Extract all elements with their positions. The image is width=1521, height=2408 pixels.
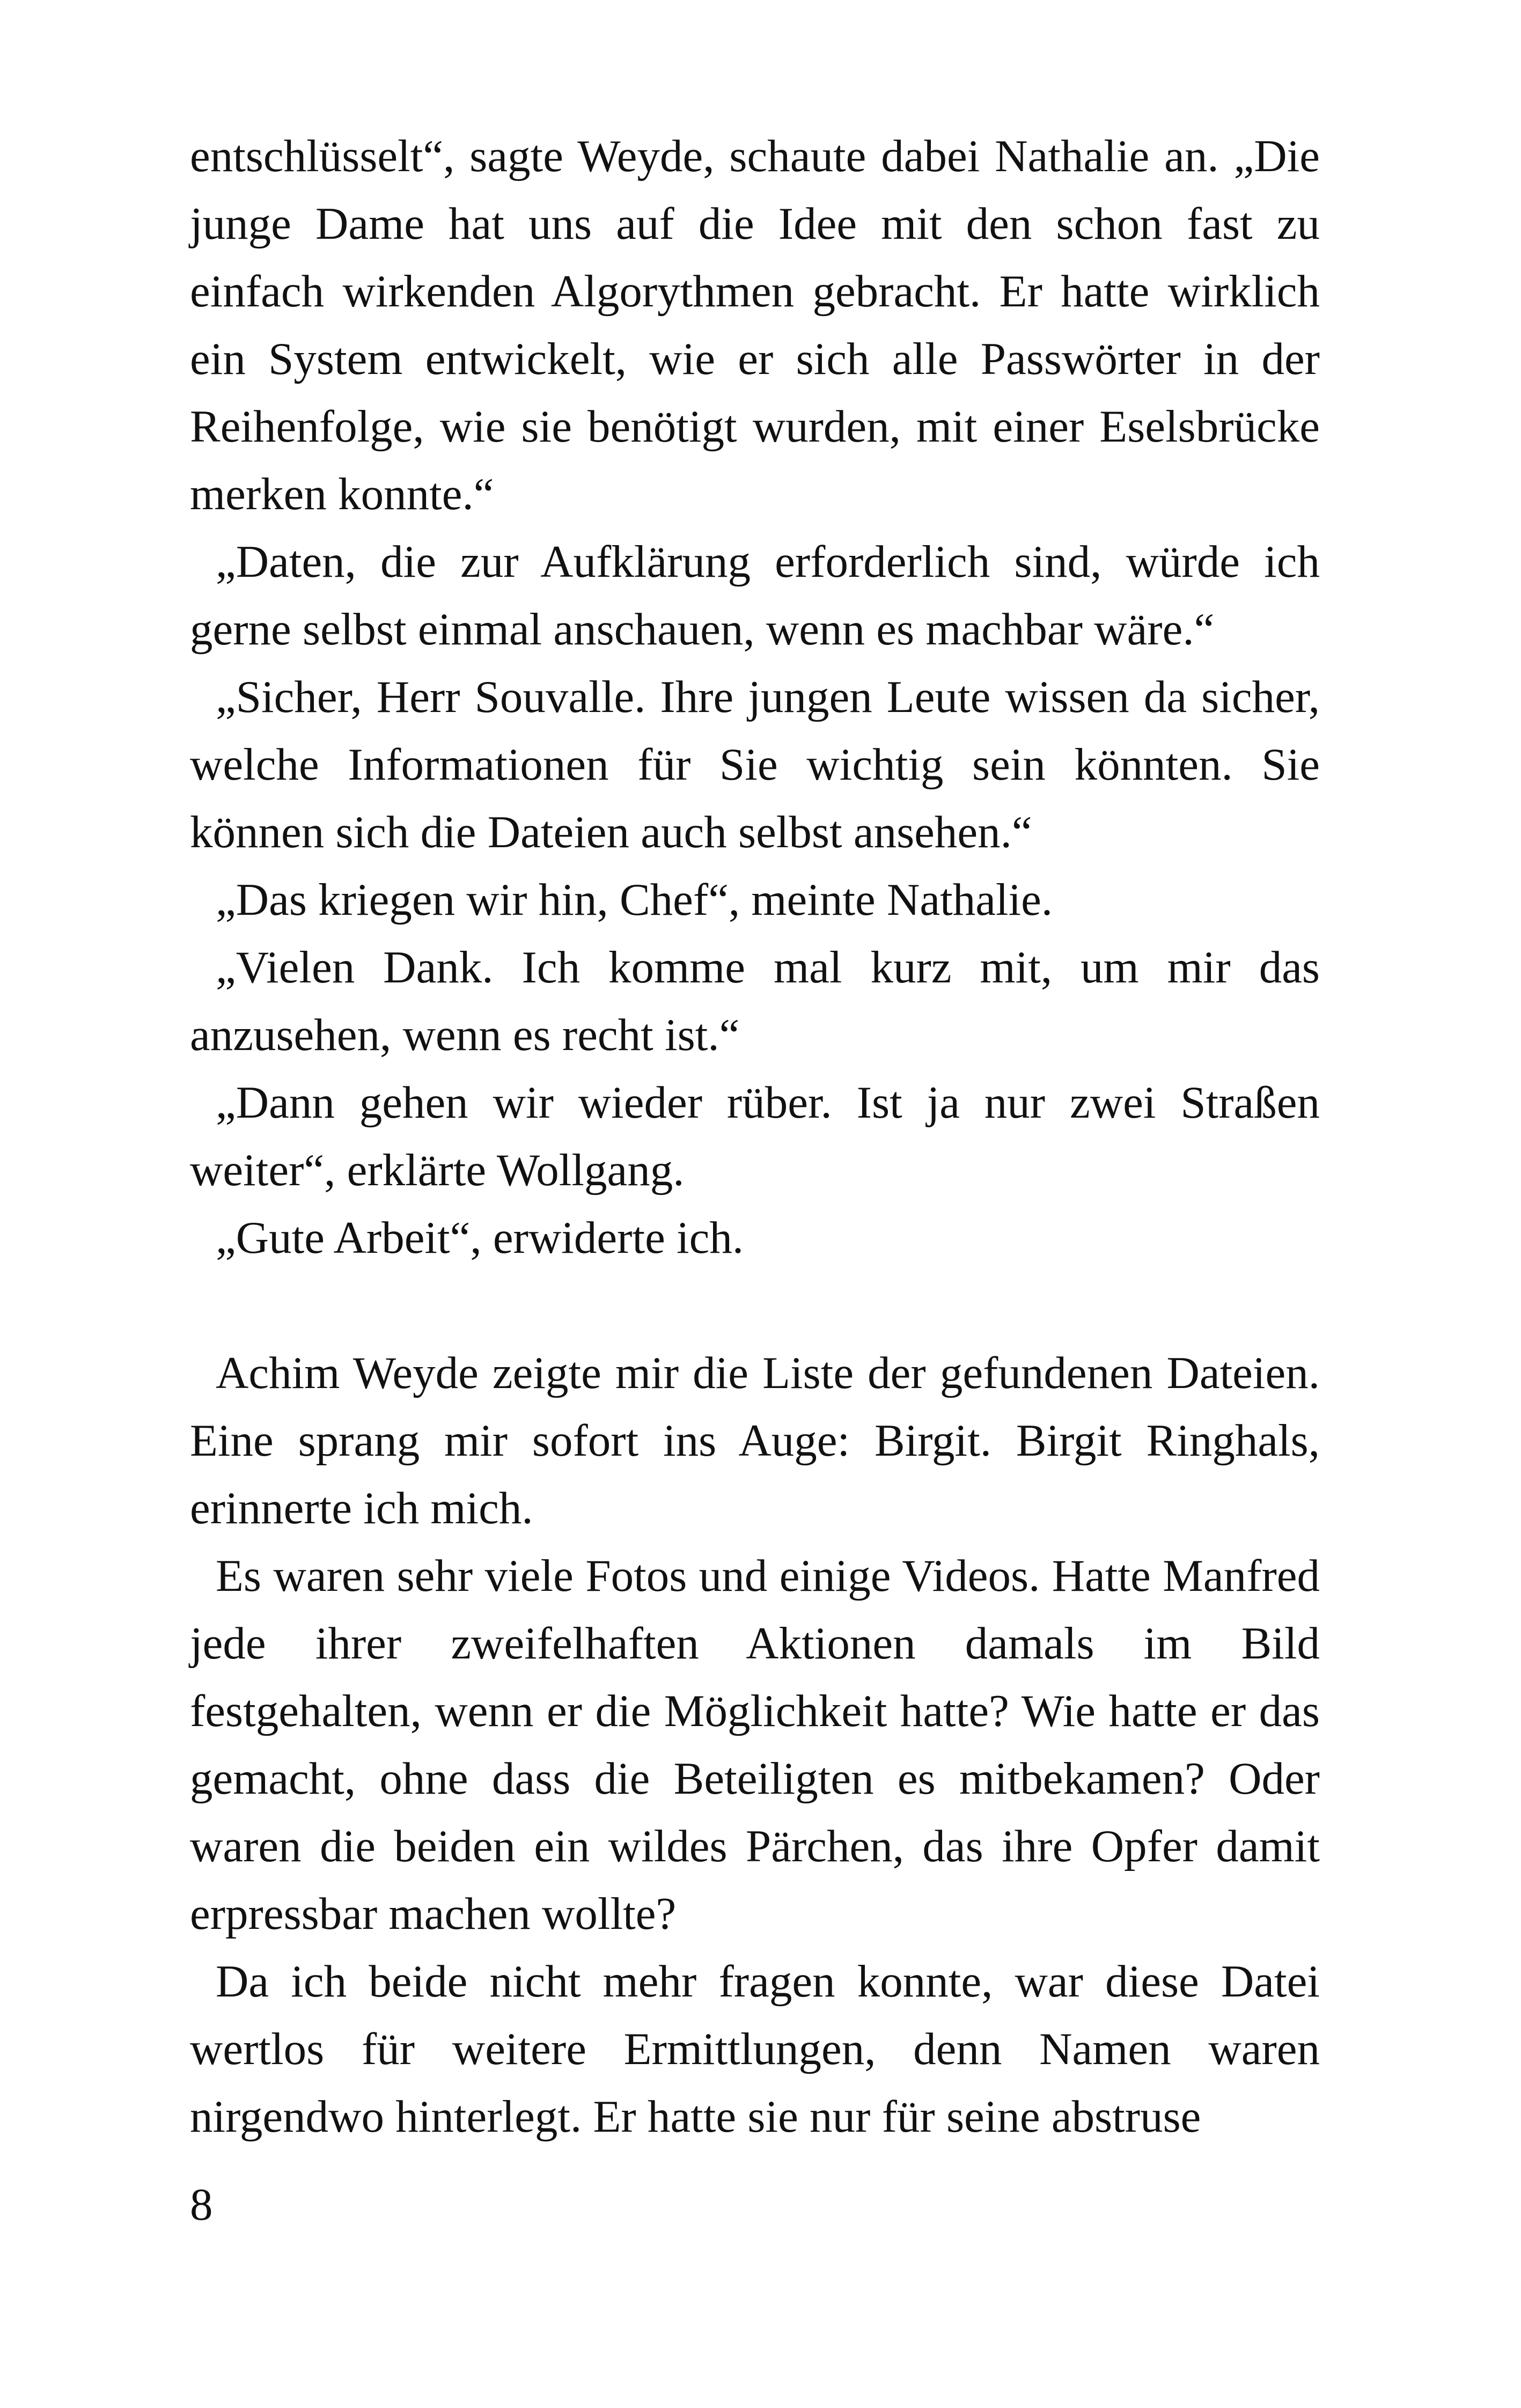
- paragraph-datei-wertlos: Da ich beide nicht mehr fragen konnte, war diese Datei wertlos für weitere Ermittlungen, denn Namen waren nirgendwo hinterlegt. Er hatte sie nur für seine abstruse: [190, 1956, 1320, 2142]
- paragraph-dialogue-rueber: „Dann gehen wir wieder rüber. Ist ja nur zwei Straßen weiter“, erklärte Wollgang.: [190, 1077, 1320, 1195]
- scene-break: [190, 1272, 1320, 1339]
- paragraph-dialogue-gute-arbeit: „Gute Arbeit“, erwiderte ich.: [216, 1213, 744, 1263]
- paragraph-fotos-videos: Es waren sehr viele Fotos und einige Videos. Hatte Manfred jede ihrer zweifelhaften Aktionen damals im Bild festgehalten, wenn er die Möglichkeit hatte? Wie hatte er das gemacht, ohne dass die Beteiligten es mitbekamen? Oder waren die beiden ein wildes Pärchen, das ihre Opfer damit erpressbar machen wollte?: [190, 1551, 1320, 1939]
- paragraph-dialogue-vielen-dank: „Vielen Dank. Ich komme mal kurz mit, um mir das anzusehen, wenn es recht ist.“: [190, 942, 1320, 1060]
- paragraph-dialogue-daten: „Daten, die zur Aufklärung erforderlich sind, würde ich gerne selbst einmal anschauen, wenn es machbar wäre.“: [190, 537, 1320, 655]
- body-text: [190, 122, 1320, 2150]
- paragraph-continuation: entschlüsselt“, sagte Weyde, schaute dabei Nathalie an. „Die junge Dame hat uns auf die Idee mit den schon fast zu einfach wirkenden Algorythmen gebracht. Er hatte wirklich ein System entwickelt, wie er sich alle Passwörter in der Reihenfolge, wie sie benötigt wurden, mit einer Eselsbrücke merken konnte.“: [190, 131, 1320, 519]
- paragraph-dialogue-sicher: „Sicher, Herr Souvalle. Ihre jungen Leute wissen da sicher, welche Informationen für Sie wichtig sein könnten. Sie können sich die Dateien auch selbst ansehen.“: [190, 672, 1320, 857]
- paragraph-dialogue-kriegen: „Das kriegen wir hin, Chef“, meinte Nathalie.: [216, 875, 1053, 925]
- page-number: 8: [190, 2179, 213, 2230]
- paragraph-achim-weyde: Achim Weyde zeigte mir die Liste der gefundenen Dateien. Eine sprang mir sofort ins Auge: Birgit. Birgit Ringhals, erinnerte ich mich.: [190, 1348, 1320, 1533]
